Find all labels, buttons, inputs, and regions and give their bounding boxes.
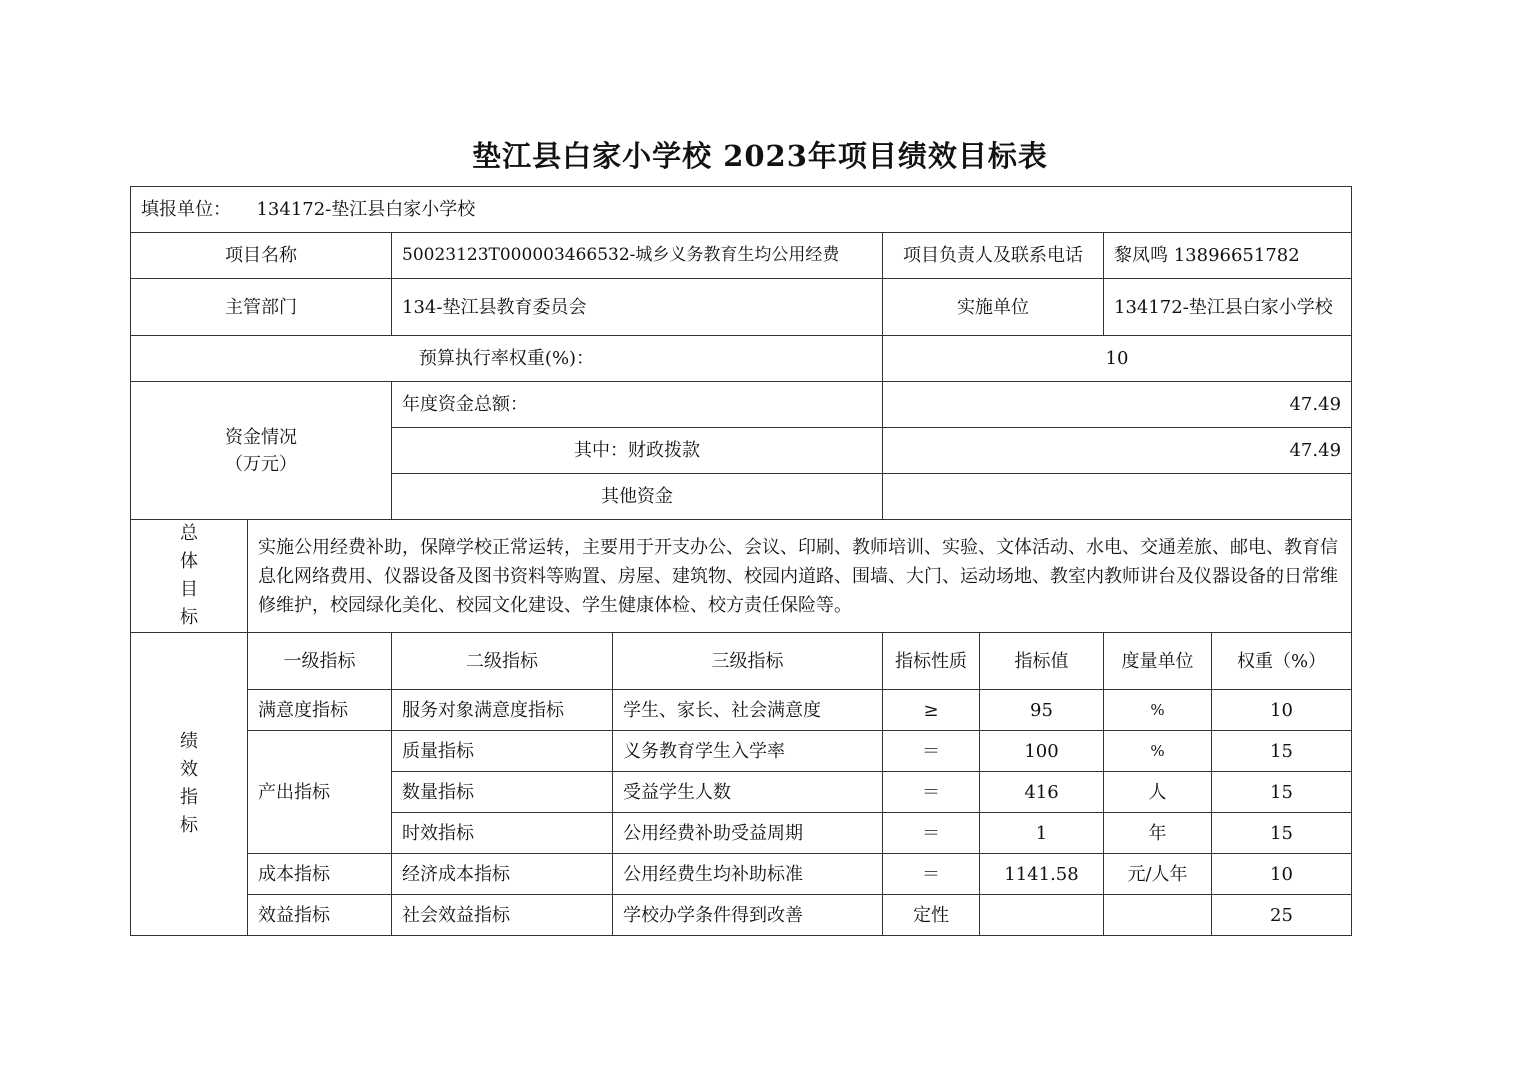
- header-level2: 二级指标: [392, 633, 613, 690]
- funds-label-line2: （万元）: [225, 453, 297, 475]
- row-value: 100: [980, 731, 1104, 772]
- funds-other-label: 其他资金: [392, 474, 883, 520]
- header-level3: 三级指标: [613, 633, 883, 690]
- row-value: 95: [980, 690, 1104, 731]
- funds-fiscal-label: 其中：财政拨款: [392, 428, 883, 474]
- row-level2: 质量指标: [392, 731, 613, 772]
- row-level2: 经济成本指标: [392, 854, 613, 895]
- page-title: 垫江县白家小学校 2023年项目绩效目标表: [472, 139, 1048, 173]
- row-nature: ＝: [883, 813, 980, 854]
- row-weight: 15: [1212, 813, 1352, 854]
- row-weight: 10: [1212, 690, 1352, 731]
- row-level3: 义务教育学生入学率: [613, 731, 883, 772]
- performance-indicator-label: [131, 633, 248, 936]
- row-level1: 成本指标: [248, 854, 392, 895]
- header-value: 指标值: [980, 633, 1104, 690]
- row-nature: ＝: [883, 772, 980, 813]
- row-level1: 效益指标: [248, 895, 392, 936]
- reporting-unit-cell: [131, 187, 1352, 233]
- row-unit: %: [1104, 690, 1212, 731]
- row-level3: 受益学生人数: [613, 772, 883, 813]
- goal-label-char: 总: [180, 523, 198, 544]
- row-value: 1141.58: [980, 854, 1104, 895]
- table-row: [131, 731, 1352, 772]
- funds-label: [131, 382, 392, 520]
- project-contact-label: 项目负责人及联系电话: [883, 233, 1104, 279]
- perf-label-char: 指: [180, 787, 198, 808]
- row-weight: 10: [1212, 854, 1352, 895]
- header-level1: 一级指标: [248, 633, 392, 690]
- project-name-value: 50023123T000003466532-城乡义务教育生均公用经费: [392, 233, 883, 279]
- header-weight: 权重（%）: [1212, 633, 1352, 690]
- row-nature: 定性: [883, 895, 980, 936]
- row-nature: ＝: [883, 731, 980, 772]
- row-level2: 时效指标: [392, 813, 613, 854]
- header-nature: 指标性质: [883, 633, 980, 690]
- row-nature: ≥: [883, 690, 980, 731]
- row-level1: 产出指标: [248, 731, 392, 854]
- row-unit: %: [1104, 731, 1212, 772]
- row-level2: 数量指标: [392, 772, 613, 813]
- row-nature: ＝: [883, 854, 980, 895]
- performance-target-table: [130, 186, 1352, 936]
- goal-label-char: 体: [180, 551, 198, 572]
- row-weight: 25: [1212, 895, 1352, 936]
- overall-goal-text: 实施公用经费补助，保障学校正常运转，主要用于开支办公、会议、印刷、教师培训、实验、文体活动、水电、交通差旅、邮电、教育信息化网络费用、仪器设备及图书资料等购置、房屋、建筑物、校园内道路、围墙、大门、运动场地、教室内教师讲台及仪器设备的日常维修维护，校园绿化美化、校园文化建设、学生健康体检、校方责任保险等。: [248, 520, 1352, 633]
- row-level3: 公用经费生均补助标准: [613, 854, 883, 895]
- row-unit: 年: [1104, 813, 1212, 854]
- project-name-label: 项目名称: [131, 233, 392, 279]
- row-value: 416: [980, 772, 1104, 813]
- row-weight: 15: [1212, 731, 1352, 772]
- budget-rate-value: 10: [883, 336, 1352, 382]
- goal-label-char: 标: [180, 607, 198, 628]
- reporting-unit-value: 134172-垫江县白家小学校: [256, 199, 476, 220]
- perf-label-char: 绩: [180, 731, 198, 752]
- row-value: [980, 895, 1104, 936]
- row-weight: 15: [1212, 772, 1352, 813]
- row-level3: 学校办学条件得到改善: [613, 895, 883, 936]
- row-unit: 人: [1104, 772, 1212, 813]
- department-label: 主管部门: [131, 279, 392, 336]
- funds-total-label: 年度资金总额：: [392, 382, 883, 428]
- implementing-unit-label: 实施单位: [883, 279, 1104, 336]
- row-unit: [1104, 895, 1212, 936]
- goal-label-char: 目: [180, 579, 198, 600]
- table-row: [131, 854, 1352, 895]
- table-row: [131, 895, 1352, 936]
- row-value: 1: [980, 813, 1104, 854]
- reporting-unit-label: 填报单位：: [141, 199, 231, 220]
- implementing-unit-value: 134172-垫江县白家小学校: [1104, 279, 1352, 336]
- funds-other-value: [883, 474, 1352, 520]
- row-level2: 社会效益指标: [392, 895, 613, 936]
- perf-label-char: 效: [180, 759, 198, 780]
- overall-goal-label: [131, 520, 248, 633]
- funds-label-line1: 资金情况: [225, 426, 297, 448]
- row-level2: 服务对象满意度指标: [392, 690, 613, 731]
- header-unit: 度量单位: [1104, 633, 1212, 690]
- department-value: 134-垫江县教育委员会: [392, 279, 883, 336]
- row-level3: 学生、家长、社会满意度: [613, 690, 883, 731]
- project-contact-value: 黎凤鸣 13896651782: [1104, 233, 1352, 279]
- funds-total-value: 47.49: [883, 382, 1352, 428]
- row-unit: 元/人年: [1104, 854, 1212, 895]
- row-level1: 满意度指标: [248, 690, 392, 731]
- perf-label-char: 标: [180, 815, 198, 836]
- budget-rate-label: 预算执行率权重(%)：: [131, 336, 883, 382]
- row-level3: 公用经费补助受益周期: [613, 813, 883, 854]
- funds-fiscal-value: 47.49: [883, 428, 1352, 474]
- table-row: [131, 690, 1352, 731]
